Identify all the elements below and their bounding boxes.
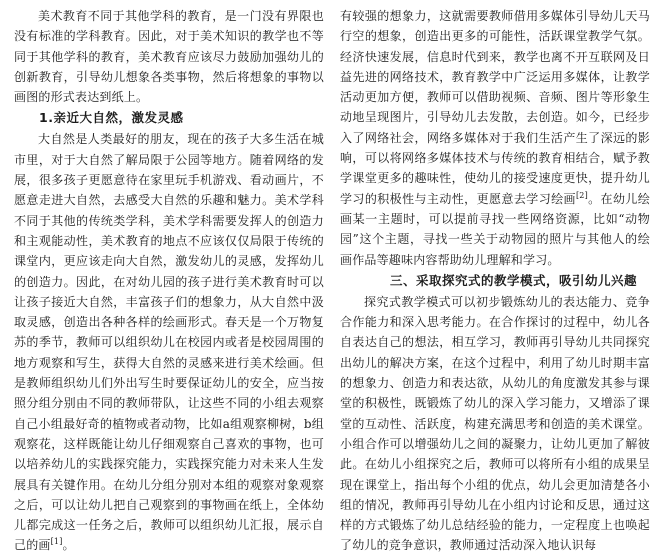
right-paragraph-1-text: 有较强的想象力，这就需要教师借用多媒体引导幼儿天马行空的想象，创造出更多的可能性，活跃课堂教学气氛。经济快速发展，信息时代到来，教学也离不开互联网及日益先进的网络技术，教育教学中广泛运用多媒体，让教学活动更加方便，教师可以借助视频、音频、图片等形象生动地呈现图片，引导幼儿去发散，去创造。如今，已经步入了网络社会，网络多媒体对于我们生活产生了深远的影响，可以将网络多媒体技术与传统的教育相结合，赋予教学课堂更多的趣味性，使幼儿的接受速度更快，提升幼儿学习的积极性与主动性，更愿意去学习绘画 <box>340 9 650 206</box>
right-column <box>340 6 650 553</box>
citation-ref-1: [1] <box>50 537 63 547</box>
section-heading-nature: 1.亲近大自然，激发灵感 <box>39 110 184 126</box>
left-paragraph-2 <box>14 129 324 555</box>
right-paragraph-1-end: 。在幼儿绘画某一主题时，可以提前寻找一些网络资源，比如“动物园”这个主题，寻找一些关于动物园的照片与其他人的绘画作品等趣味内容帮助幼儿理解和学习。 <box>340 191 650 267</box>
citation-ref-2: [2] <box>575 190 588 200</box>
two-column-layout <box>14 6 654 553</box>
section-heading-inquiry: 三、采取探究式的教学模式，吸引幼儿兴趣 <box>390 272 638 288</box>
left-paragraph-2-text: 大自然是人类最好的朋友，现在的孩子大多生活在城市里，对于大自然了解局限于公园等地方。随着网络的发展，很多孩子更愿意待在家里玩手机游戏、看动画片，不愿意走进大自然，去感受大自然的乐趣和魅力。美术学科不同于其他的传统类学科，美术学科需要发挥人的创造力和主观能动性，美术教育的地点不应该仅仅局限于传统的课堂内，更应该走向大自然，激发幼儿的灵感，发挥幼儿的创造力。因此，在对幼儿园的孩子进行美术教育时可以让孩子接近大自然，丰富孩子们的想象力，从大自然中汲取灵感，创造出各种各样的绘画形式。春天是一个万物复苏的季节，教师可以组织幼儿在校园内或者是校园周围的地方观察和写生，获得大自然的灵感来进行美术绘画。但是教师组织幼儿们外出写生时要保证幼儿的安全，应当按照分组分别由不同的教师带队，让这些不同的小组去观察自己小组最好奇的植物或者动物，比如a组观察柳树，b组观察花，这样既能让幼儿仔细观察自己喜欢的事物，也可以培养幼儿的实践探究能力，实践探究能力对未来人生发展具有关键作用。在幼儿分组分别对本组的观察对象观察之后，可以让幼儿把自己观察到的事物画在纸上，全体幼儿都完成这一任务之后，教师可以组织幼儿汇报，展示自己的画 <box>14 132 324 553</box>
right-paragraph-2: 探究式教学模式可以初步锻炼幼儿的表达能力、竞争合作能力和深入思考能力。在合作探讨的过程中，幼儿各自表达自己的想法，相互学习，教师再引导幼儿共同探究出幼儿的解决方案，在这个过程中，利用了幼儿时期丰富的想象力、创造力和表达欲，从幼儿的角度激发其参与课堂的积极性，既锻炼了幼儿的深入学习能力，又增添了课堂的互动性、活跃度，构建充满思考和创造的美术课堂。小组合作可以增强幼儿之间的凝聚力，让幼儿更加了解彼此。在幼儿小组探究之后，教师可以将所有小组的成果呈现在课堂上，指出每个小组的优点，幼儿会更加清楚各小组的情况，教师再引导幼儿在小组内讨论和反思，通过这样的方式锻炼了幼儿总结经验的能力，一定程度上也唤起了幼儿的竞争意识，教师通过活动深入地认识每 <box>340 294 650 553</box>
left-paragraph-1: 美术教育不同于其他学科的教育，是一门没有界限也没有标准的学科教育。因此，对于美术知识的教学也不等同于其他学科的教育，美术教育应该尽力鼓励加强幼儿的创新教育，引导幼儿想象各类事物，然后将想象的事物以画图的形式表达到纸上。 <box>14 9 324 105</box>
right-paragraph-1 <box>340 6 650 270</box>
left-column <box>14 6 324 553</box>
left-paragraph-2-end: 。 <box>62 538 75 553</box>
